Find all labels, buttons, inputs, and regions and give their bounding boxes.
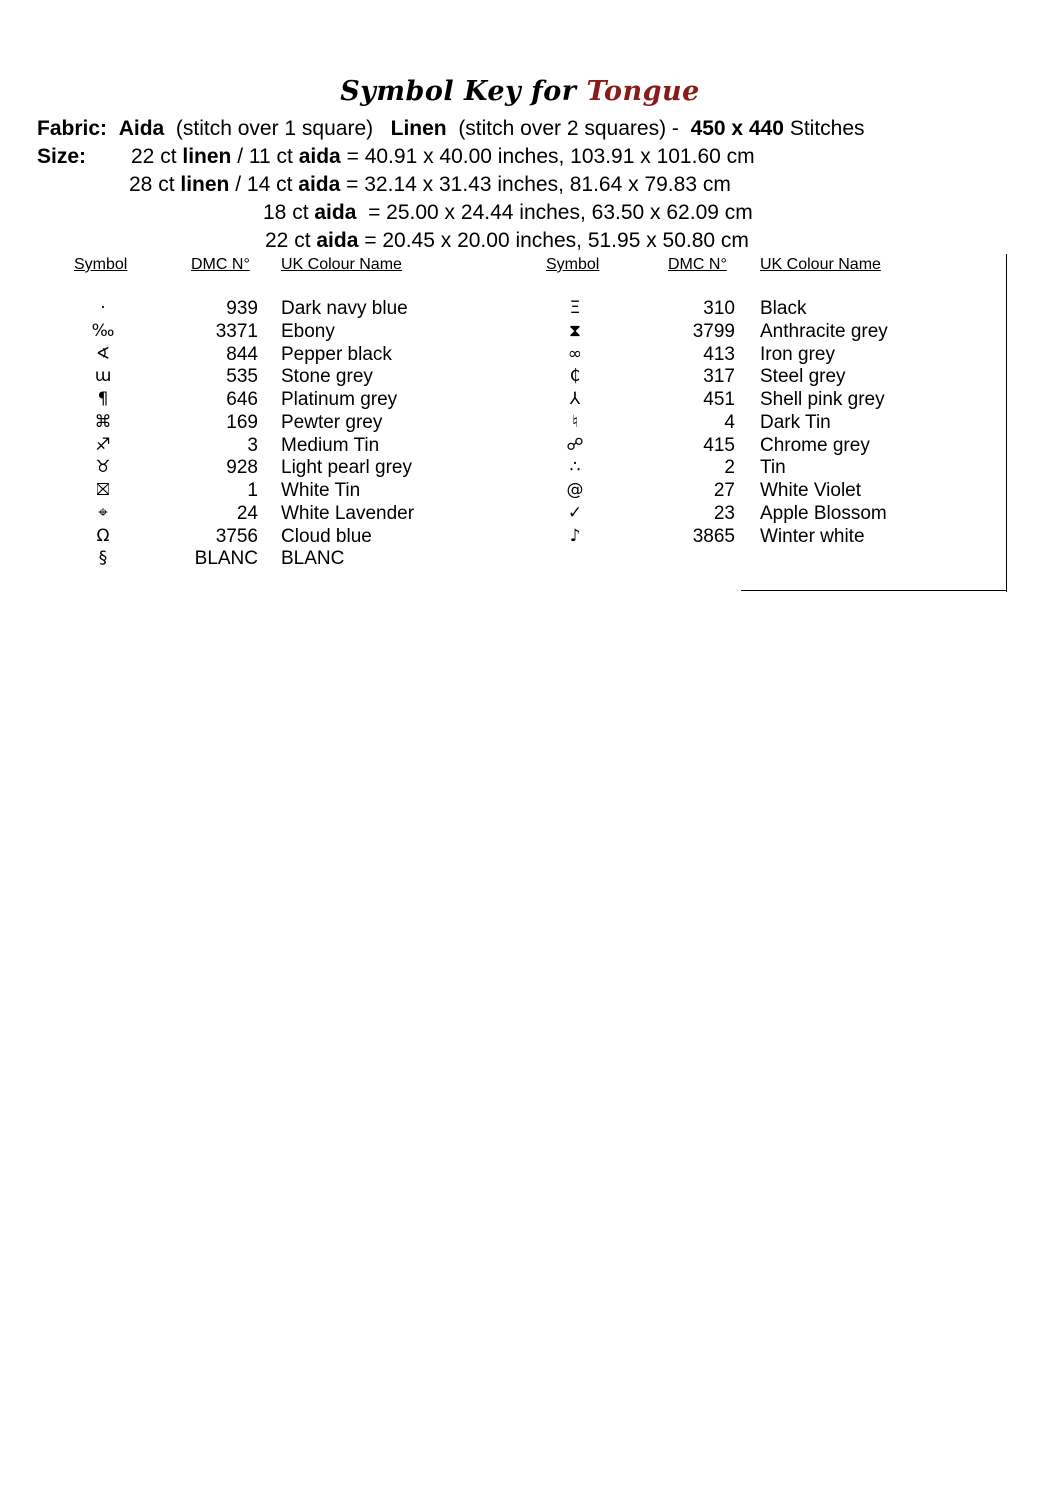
table-row bbox=[0, 297, 1060, 320]
size-line-4 bbox=[265, 229, 749, 253]
size-fabric: aida bbox=[314, 201, 357, 224]
dmc-number: 310 bbox=[703, 298, 735, 319]
size-count: 22 ct bbox=[131, 145, 177, 168]
dmc-number: 844 bbox=[226, 343, 258, 365]
dmc-number: 1 bbox=[247, 480, 258, 501]
colour-name: Winter white bbox=[760, 525, 865, 547]
fabric-line bbox=[37, 117, 865, 141]
colour-name: Stone grey bbox=[281, 366, 373, 388]
colour-name: Iron grey bbox=[760, 343, 835, 365]
colour-name: Tin bbox=[760, 457, 786, 479]
fabric-linen: Linen bbox=[390, 117, 447, 140]
dmc-number: 415 bbox=[703, 434, 735, 456]
header-symbol: Symbol bbox=[74, 256, 128, 273]
dmc-number: 24 bbox=[236, 502, 258, 524]
header-colour-name: UK Colour Name bbox=[760, 256, 881, 273]
symbol-glyph: ♐ bbox=[95, 434, 111, 455]
size-fabric: linen bbox=[180, 173, 230, 196]
symbol-glyph: ♮ bbox=[571, 411, 579, 432]
size-line-2 bbox=[129, 173, 731, 197]
size-separator: / 11 ct bbox=[237, 145, 293, 168]
symbol-glyph: ⌖ bbox=[98, 502, 108, 523]
table-row bbox=[0, 456, 1060, 479]
colour-name: Light pearl grey bbox=[281, 457, 412, 479]
colour-name: Pepper black bbox=[281, 343, 392, 365]
symbol-glyph: ✓ bbox=[567, 502, 583, 523]
colour-name: Shell pink grey bbox=[760, 389, 885, 410]
colour-name: Pewter grey bbox=[281, 411, 383, 433]
symbol-glyph: Ξ bbox=[569, 298, 581, 318]
colour-name: White Tin bbox=[281, 480, 361, 501]
page-title bbox=[0, 76, 1040, 107]
symbol-glyph: ♪ bbox=[569, 525, 581, 546]
size-count: 18 ct bbox=[263, 201, 309, 224]
dmc-number: 3 bbox=[247, 434, 258, 456]
table-row bbox=[0, 411, 1060, 434]
size-value: = 40.91 x 40.00 inches, 103.91 x 101.60 cm bbox=[346, 145, 755, 168]
fabric-aida-note: (stitch over 1 square) bbox=[175, 117, 374, 140]
fabric-aida: Aida bbox=[118, 117, 165, 140]
table-row bbox=[0, 320, 1060, 343]
size-count: 28 ct bbox=[129, 173, 175, 196]
dmc-number: BLANC bbox=[194, 548, 258, 570]
symbol-glyph: ☍ bbox=[566, 434, 584, 455]
symbol-glyph: ∞ bbox=[567, 343, 583, 364]
size-label: Size: bbox=[37, 145, 87, 168]
table-row bbox=[0, 365, 1060, 388]
symbol-glyph: @ bbox=[566, 480, 584, 500]
table-row bbox=[0, 479, 1060, 502]
dmc-number: 3756 bbox=[215, 525, 258, 547]
symbol-glyph: ⌘ bbox=[94, 411, 112, 432]
symbol-glyph: · bbox=[100, 298, 106, 318]
stitches-label: Stitches bbox=[789, 117, 865, 140]
colour-name: Dark navy blue bbox=[281, 298, 408, 319]
colour-name: Platinum grey bbox=[281, 389, 398, 410]
symbol-glyph: Ω bbox=[96, 525, 110, 546]
dmc-number: 535 bbox=[226, 366, 258, 388]
colour-name: Anthracite grey bbox=[760, 320, 888, 342]
dmc-number: 3865 bbox=[692, 525, 735, 547]
header-dmc: DMC N° bbox=[668, 256, 727, 273]
colour-name: Black bbox=[760, 298, 807, 319]
table-row bbox=[0, 547, 1060, 570]
dmc-number: 646 bbox=[226, 389, 258, 410]
header-symbol: Symbol bbox=[546, 256, 600, 273]
table-row bbox=[0, 502, 1060, 525]
colour-name: Chrome grey bbox=[760, 434, 870, 456]
symbol-glyph: ₵ bbox=[569, 366, 581, 387]
dmc-number: 413 bbox=[703, 343, 735, 365]
colour-name: BLANC bbox=[281, 548, 345, 570]
table-row bbox=[0, 434, 1060, 457]
fabric-label: Fabric: bbox=[37, 117, 108, 140]
pattern-name: Tongue bbox=[586, 76, 700, 107]
title-prefix: Symbol Key for bbox=[340, 76, 577, 107]
size-line-3 bbox=[263, 201, 753, 225]
size-value: = 20.45 x 20.00 inches, 51.95 x 50.80 cm bbox=[364, 229, 749, 252]
table-row bbox=[0, 343, 1060, 366]
dmc-number: 3371 bbox=[215, 320, 258, 342]
size-value: = 25.00 x 24.44 inches, 63.50 x 62.09 cm bbox=[368, 201, 753, 224]
symbol-glyph: ♉ bbox=[95, 457, 111, 478]
colour-name: Medium Tin bbox=[281, 434, 380, 456]
symbol-glyph: ⛝ bbox=[96, 480, 110, 500]
symbol-glyph: ¶ bbox=[97, 389, 109, 409]
table-row bbox=[0, 525, 1060, 548]
dmc-number: 23 bbox=[713, 502, 735, 524]
border-horizontal bbox=[741, 590, 1007, 591]
border-vertical bbox=[1006, 254, 1007, 592]
dmc-number: 4 bbox=[724, 411, 735, 433]
dmc-number: 928 bbox=[226, 457, 258, 479]
symbol-glyph: § bbox=[98, 548, 108, 569]
colour-name: Cloud blue bbox=[281, 525, 372, 547]
colour-name: Steel grey bbox=[760, 366, 846, 388]
colour-name: Ebony bbox=[281, 320, 335, 342]
size-line-1 bbox=[131, 145, 755, 169]
header-colour-name: UK Colour Name bbox=[281, 256, 402, 273]
symbol-glyph: ∢ bbox=[95, 343, 111, 364]
dmc-number: 27 bbox=[713, 480, 735, 501]
size-fabric: linen bbox=[182, 145, 232, 168]
size-fabric: aida bbox=[316, 229, 359, 252]
dmc-number: 169 bbox=[226, 411, 258, 433]
symbol-glyph: ⅄ bbox=[569, 389, 581, 409]
dmc-number: 2 bbox=[724, 457, 735, 479]
dmc-number: 939 bbox=[226, 298, 258, 319]
colour-name: White Violet bbox=[760, 480, 862, 501]
size-count: 22 ct bbox=[265, 229, 311, 252]
dmc-number: 3799 bbox=[692, 320, 735, 342]
dmc-number: 451 bbox=[703, 389, 735, 410]
symbol-glyph: ɯ bbox=[94, 366, 112, 387]
dmc-number: 317 bbox=[703, 366, 735, 388]
colour-name: Apple Blossom bbox=[760, 502, 887, 524]
size-value: = 32.14 x 31.43 inches, 81.64 x 79.83 cm bbox=[346, 173, 731, 196]
colour-name: White Lavender bbox=[281, 502, 415, 524]
stitch-dimensions: 450 x 440 bbox=[690, 117, 784, 140]
size-fabric: aida bbox=[298, 145, 341, 168]
header-dmc: DMC N° bbox=[191, 256, 250, 273]
size-fabric: aida bbox=[298, 173, 341, 196]
colour-name: Dark Tin bbox=[760, 411, 831, 433]
table-row bbox=[0, 388, 1060, 411]
size-separator: / 14 ct bbox=[235, 173, 293, 196]
symbol-glyph: ⧗ bbox=[569, 320, 581, 341]
symbol-glyph: ‰ bbox=[91, 320, 115, 341]
symbol-glyph: ∴ bbox=[569, 457, 581, 478]
fabric-linen-note: (stitch over 2 squares) - bbox=[458, 117, 679, 140]
